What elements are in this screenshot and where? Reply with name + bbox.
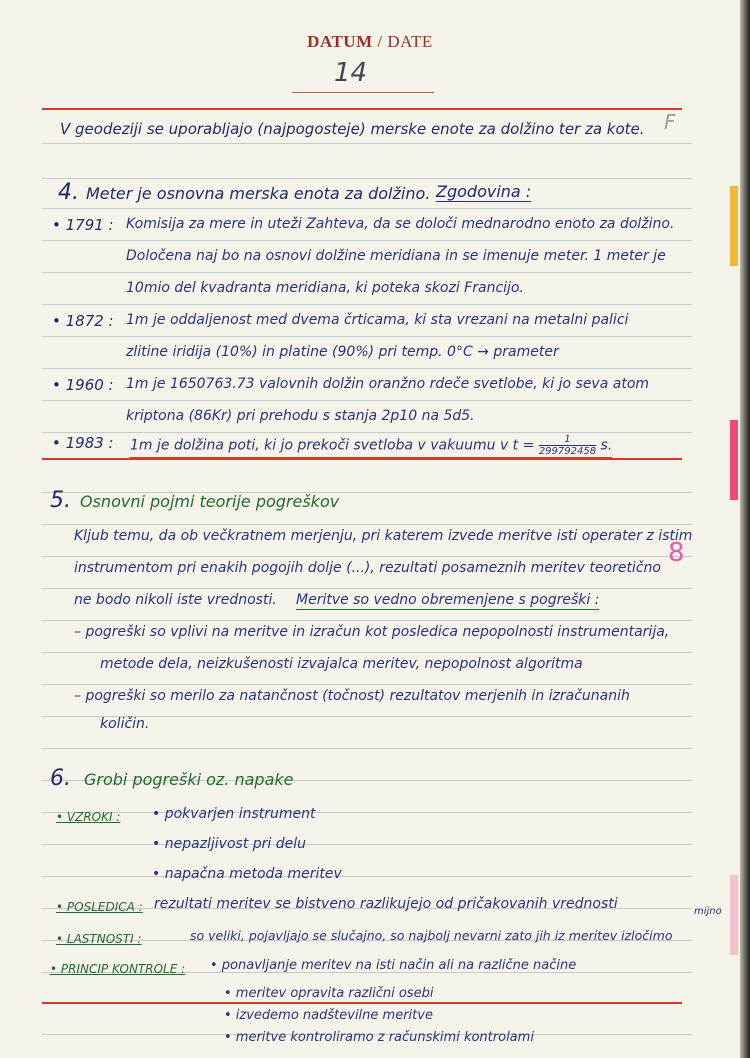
princip-item-2: • meritev opravita različni osebi [224,986,434,1001]
text-1983-body: 1m je dolžina poti, ki jo prekoči svetloba v vakuumu v t = [130,437,535,454]
pencil-mark: F [664,110,676,134]
posledica-text: rezultati meritev se bistveno razlikujejo od pričakovanih vrednosti [154,896,618,912]
lastnosti-text: so veliki, pojavljajo se slučajno, so najbolj nevarni zato jih iz meritev izločimo [190,928,673,943]
text-1872-b: zlitine iridija (10%) in platine (90%) pri temp. 0°C → prameter [126,344,559,360]
intro-line: V geodeziji se uporabljajo (najpogosteje) merske enote za dolžino ter za kote. [60,120,645,138]
s5-dash-2a: – pogreški so merilo za natančnost (točnost) rezultatov merjenih in izračunanih [74,688,630,704]
s5-dash-1a: – pogreški so vplivi na meritve in izračun kot posledica nepopolnosti instrumentarija, [74,624,670,640]
s5-para-line-3a: ne bodo nikoli iste vrednosti. [74,592,277,608]
text-1791-a: Komisija za mere in uteži Zahteva, da se določi mednarodno enoto za dolžino. [126,216,675,232]
lastnosti-label: • LASTNOSTI : [56,932,142,946]
date-underline [292,92,434,93]
princip-item-4: • meritve kontroliramo z računskimi kontrolami [224,1030,534,1045]
text-1791-c: 10mio del kvadranta meridiana, ki poteka skozi Francijo. [126,280,524,296]
date-value: 14 [334,58,368,88]
year-1872: • 1872 : [52,312,114,330]
pale-sticky-tab [730,875,738,955]
section-6-number: 6. [50,766,71,791]
superscript-note: mijno [694,906,722,917]
text-1983-unit: s. [600,437,613,454]
s5-para-line-2: instrumentom pri enakih pogojih dolje (...), rezultati posameznih meritev teoretično [74,560,661,576]
fraction-numerator: 1 [539,434,596,446]
s5-dash-1b: metode dela, neizkušenosti izvajalca meritev, nepopolnost algoritma [100,656,583,672]
section-4-number: 4. [58,180,79,205]
vzroki-label: • VZROKI : [56,810,121,824]
date-label: DATE [387,32,433,51]
text-1960-a: 1m je 1650763.73 valovnih dolžin oranžno rdeče svetlobe, ki jo seva atom [126,376,650,392]
princip-label: • PRINCIP KONTROLE : [50,962,186,976]
fraction-denominator: 299792458 [538,446,597,457]
text-1960-b: kriptona (86Kr) pri prehodu s stanja 2p10 na 5d5. [126,408,475,424]
text-1872-a: 1m je oddaljenost med dvema črticama, ki sta vrezani na metalni palici [126,312,629,328]
pink-sticky-tab [730,420,738,500]
section-5-title: Osnovni pojmi teorije pogreškov [80,492,340,511]
text-1983 [130,434,612,458]
year-1960: • 1960 : [52,376,114,394]
section-6-title: Grobi pogreški oz. napake [84,770,294,789]
pink-mark: 8 [668,538,685,568]
section-5-number: 5. [50,488,71,513]
s5-para-line-1: Kljub temu, da ob večkratnem merjenju, pri katerem izvede meritve isti operater z istim [74,528,693,544]
vzroki-item-1: • pokvarjen instrument [152,806,316,822]
s5-para-line-3b: Meritve so vedno obremenjene s pogreški : [296,592,600,608]
date-header [0,32,740,52]
princip-item-3: • izvedemo nadštevilne meritve [224,1008,433,1023]
vzroki-item-3: • napačna metoda meritev [152,866,342,882]
posledica-label: • POSLEDICA : [56,900,143,914]
year-1983: • 1983 : [52,434,114,452]
page-edge [740,0,750,1058]
princip-item-1: • ponavljanje meritev na isti način ali na različne načine [210,958,577,973]
header-slash: / [377,32,383,51]
history-label: Zgodovina : [436,182,532,201]
datum-label: DATUM [307,32,373,51]
year-1791: • 1791 : [52,216,114,234]
vzroki-item-2: • nepazljivost pri delu [152,836,307,852]
fraction [539,434,596,457]
text-1791-b: Določena naj bo na osnovi dolžine meridiana in se imenuje meter. 1 meter je [126,248,666,264]
orange-sticky-tab [730,186,738,266]
s5-dash-2b: količin. [100,716,150,732]
section-4-title: Meter je osnovna merska enota za dolžino. [86,184,431,203]
